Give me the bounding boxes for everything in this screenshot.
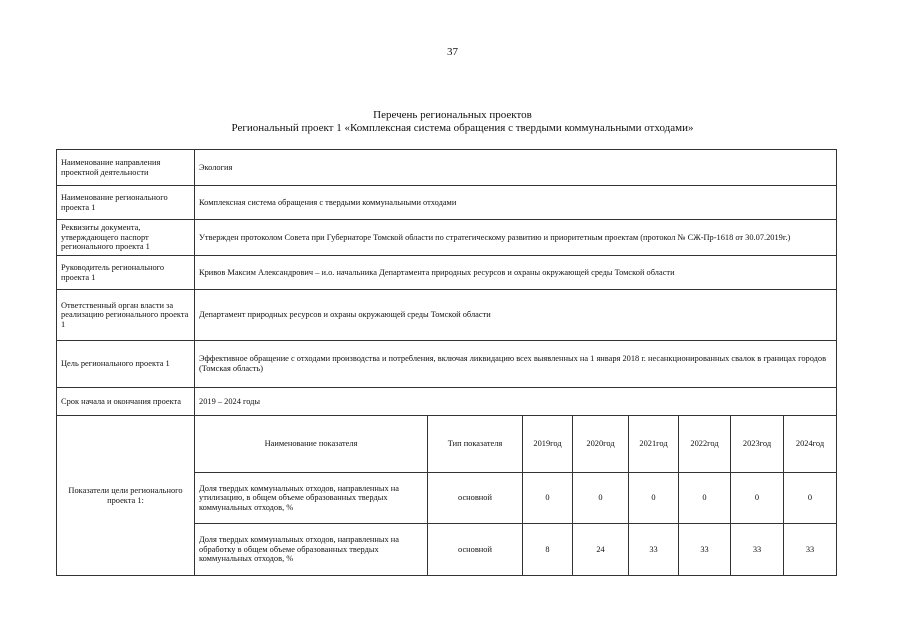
indicator-value: 33 xyxy=(679,524,731,576)
passport-value: Департамент природных ресурсов и охраны окружающей среды Томской области xyxy=(195,290,837,341)
passport-row xyxy=(57,388,837,416)
passport-value: Экология xyxy=(195,150,837,186)
passport-row xyxy=(57,220,837,256)
passport-label: Наименование направления проектной деятельности xyxy=(57,150,195,186)
indicator-type: основной xyxy=(428,473,523,524)
passport-value: Комплексная система обращения с твердыми коммунальными отходами xyxy=(195,186,837,220)
page-number: 37 xyxy=(447,46,458,58)
indicator-value: 33 xyxy=(731,524,784,576)
indicators-header-row xyxy=(57,416,837,473)
project-passport-table xyxy=(56,149,837,576)
passport-label: Наименование регионального проекта 1 xyxy=(57,186,195,220)
indicator-name: Доля твердых коммунальных отходов, направленных на обработку в общем объеме образованных твердых коммунальных отходов, % xyxy=(195,524,428,576)
indicator-value: 0 xyxy=(573,473,629,524)
indicator-value: 0 xyxy=(523,473,573,524)
passport-row xyxy=(57,341,837,388)
indicator-value: 33 xyxy=(784,524,837,576)
indicator-column-header: 2021год xyxy=(629,416,679,473)
passport-label: Ответственный орган власти за реализацию регионального проекта 1 xyxy=(57,290,195,341)
indicator-value: 0 xyxy=(679,473,731,524)
indicator-value: 24 xyxy=(573,524,629,576)
heading-subtitle: Региональный проект 1 «Комплексная система обращения с твердыми коммунальными отходами» xyxy=(231,122,694,134)
passport-row xyxy=(57,150,837,186)
indicator-column-header: 2024год xyxy=(784,416,837,473)
indicators-section-label: Показатели цели регионального проекта 1: xyxy=(57,416,195,576)
passport-value: Кривов Максим Александрович – и.о. начальника Департамента природных ресурсов и охраны окружающей среды Томской области xyxy=(195,256,837,290)
indicator-column-header: 2020год xyxy=(573,416,629,473)
indicator-value: 8 xyxy=(523,524,573,576)
indicator-value: 0 xyxy=(784,473,837,524)
heading-title: Перечень региональных проектов xyxy=(373,109,532,121)
indicator-value: 0 xyxy=(731,473,784,524)
indicator-value: 33 xyxy=(629,524,679,576)
document-heading xyxy=(0,109,905,135)
passport-label: Руководитель регионального проекта 1 xyxy=(57,256,195,290)
passport-label: Цель регионального проекта 1 xyxy=(57,341,195,388)
indicator-column-header: Тип показателя xyxy=(428,416,523,473)
passport-value: Утвержден протоколом Совета при Губернаторе Томской области по стратегическому развитию и приоритетным проектам (протокол № СЖ-Пр-1618 от 30.07.2019г.) xyxy=(195,220,837,256)
indicator-column-header: 2022год xyxy=(679,416,731,473)
indicator-column-header: 2023год xyxy=(731,416,784,473)
indicator-type: основной xyxy=(428,524,523,576)
passport-label: Реквизиты документа, утверждающего паспорт регионального проекта 1 xyxy=(57,220,195,256)
passport-row xyxy=(57,186,837,220)
passport-label: Срок начала и окончания проекта xyxy=(57,388,195,416)
passport-row xyxy=(57,290,837,341)
indicator-value: 0 xyxy=(629,473,679,524)
indicator-column-header: 2019год xyxy=(523,416,573,473)
passport-value: 2019 – 2024 годы xyxy=(195,388,837,416)
passport-row xyxy=(57,256,837,290)
passport-value: Эффективное обращение с отходами производства и потребления, включая ликвидацию всех выявленных на 1 января 2018 г. несанкционированных свалок в границах городов (Томская область) xyxy=(195,341,837,388)
indicator-name: Доля твердых коммунальных отходов, направленных на утилизацию, в общем объеме образованных твердых коммунальных отходов, % xyxy=(195,473,428,524)
indicator-column-header: Наименование показателя xyxy=(195,416,428,473)
